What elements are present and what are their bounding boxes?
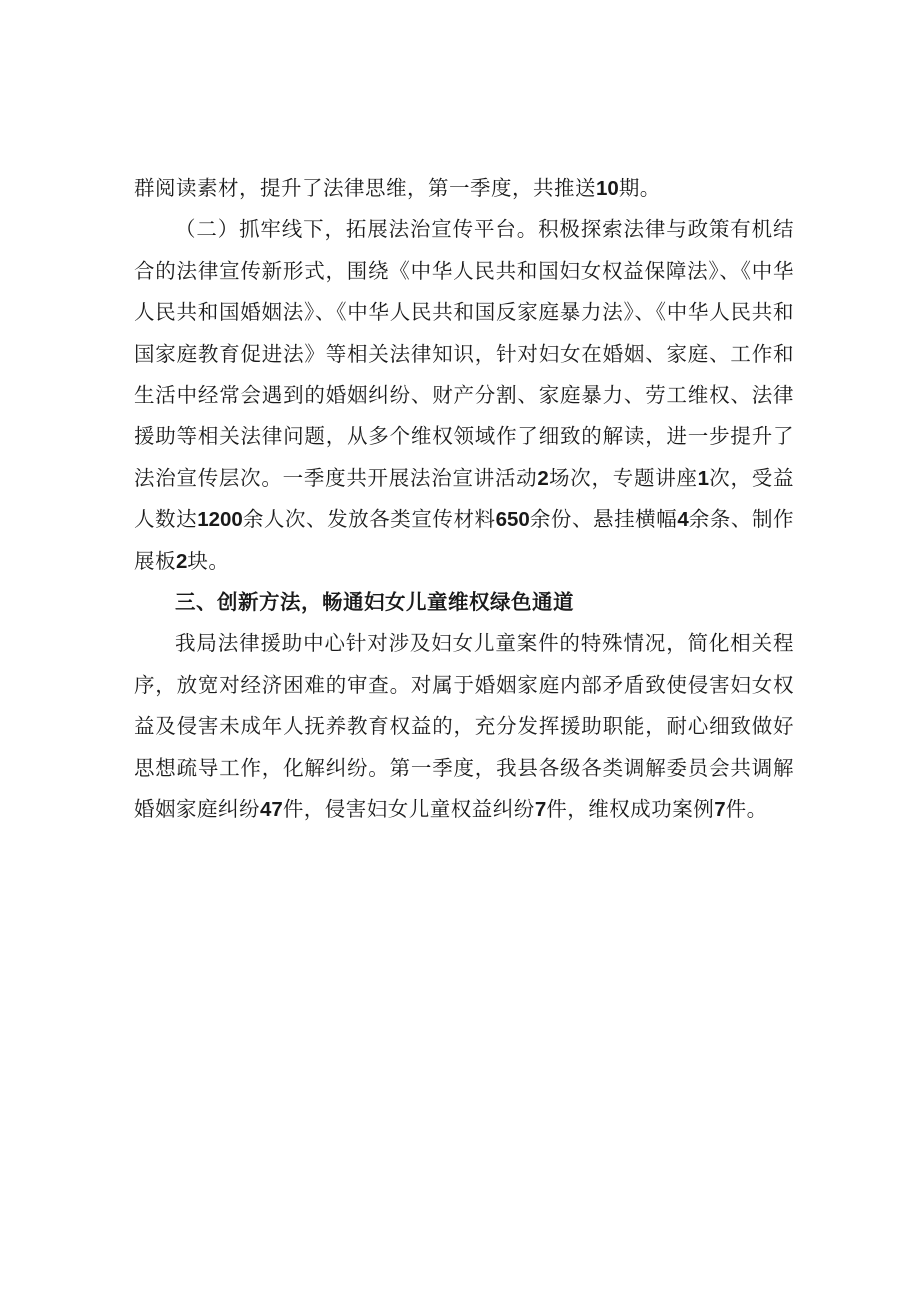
paragraph-text: 群阅读素材，提升了法律思维，第一季度，共推送 bbox=[134, 176, 596, 200]
paragraph-text: 场次，专题讲座 bbox=[548, 465, 698, 490]
paragraph-continuation bbox=[134, 168, 794, 209]
number-value: 1200 bbox=[197, 508, 243, 532]
paragraph-offline-promotion bbox=[134, 209, 794, 582]
number-value: 7 bbox=[714, 798, 726, 822]
paragraph-text: （二）抓牢线下，拓展法治宣传平台。积极探索法律与政策有机结合的法律宣传新形式，围绕《中华人民共和国妇女权益保障法》、《中华人民共和国婚姻法》、《中华人民共和国反家庭暴力法》、《中华人民共和国家庭教育促进法》等相关法律知识，针对妇女在婚姻、家庭、工作和生活中经常会遇到的婚姻纠纷、财产分割、家庭暴力、劳工维权、法律援助等相关法律问题，从多个维权领域作了细致的解读，进一步提升了法治宣传层次。一季度共开展法治宣讲活动 bbox=[134, 217, 794, 490]
paragraph-text: 次，受益人数达 bbox=[134, 465, 795, 532]
number-value: 4 bbox=[677, 508, 689, 532]
paragraph-text: 件，侵害妇女儿童权益纠纷 bbox=[282, 797, 535, 822]
paragraph-text: 块。 bbox=[187, 548, 230, 573]
number-value: 1 bbox=[697, 466, 710, 490]
paragraph-legal-aid bbox=[134, 623, 794, 830]
number-value: 2 bbox=[176, 549, 188, 573]
number-value: 10 bbox=[596, 177, 619, 200]
document-body bbox=[134, 168, 794, 831]
paragraph-text: 期。 bbox=[618, 176, 661, 200]
number-value: 47 bbox=[260, 798, 283, 822]
paragraph-text: 余条、制作展板 bbox=[134, 507, 795, 573]
paragraph-text: 余份、悬挂横幅 bbox=[529, 507, 678, 532]
number-value: 650 bbox=[495, 508, 530, 532]
paragraph-text: 件。 bbox=[725, 797, 768, 822]
paragraph-text: 余人次、发放各类宣传材料 bbox=[242, 507, 496, 532]
paragraph-text: 我局法律援助中心针对涉及妇女儿童案件的特殊情况，简化相关程序，放宽对经济困难的审查。对属于婚姻家庭内部矛盾致使侵害妇女权益及侵害未成年人抚养教育权益的，充分发挥援助职能，耐心细致做好思想疏导工作，化解纠纷。第一季度，我县各级各类调解委员会共调解婚姻家庭纠纷 bbox=[134, 631, 794, 822]
number-value: 7 bbox=[534, 798, 547, 822]
paragraph-text: 件，维权成功案例 bbox=[546, 797, 715, 822]
section-heading: 三、创新方法，畅通妇女儿童维权绿色通道 bbox=[175, 590, 574, 615]
number-value: 2 bbox=[537, 466, 549, 490]
